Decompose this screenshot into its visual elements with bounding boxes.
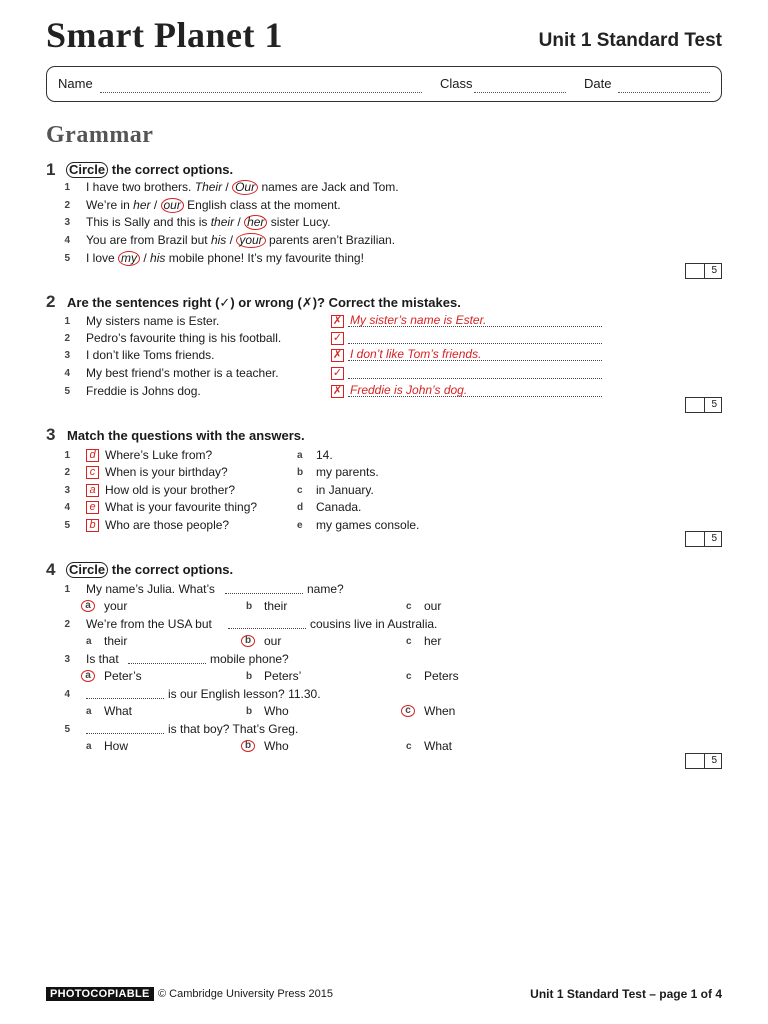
item-sentence <box>86 215 331 230</box>
score-box <box>685 263 722 279</box>
student-info-box <box>46 66 722 102</box>
circle-word: Circle <box>66 562 108 578</box>
page-title: Smart Planet 1 <box>46 15 283 55</box>
question-text: cousins live in Australia. <box>310 617 438 631</box>
option-letter-circled[interactable]: b <box>241 635 255 647</box>
item-number: 1 <box>64 182 70 193</box>
question-instruction: Are the sentences right (✓) or wrong (✗)? Correct the mistakes. <box>67 295 461 310</box>
option-my[interactable]: my <box>118 251 140 266</box>
item-sentence: I don’t like Toms friends. <box>86 348 215 362</box>
question-text: Where’s Luke from? <box>105 448 213 462</box>
item-number: 2 <box>64 467 70 478</box>
option-letter[interactable]: c <box>406 636 412 647</box>
option-text[interactable]: her <box>424 634 442 648</box>
answer-text: in January. <box>316 483 374 497</box>
option-text[interactable]: our <box>264 634 282 648</box>
question-text: is that boy? That’s Greg. <box>168 722 299 736</box>
item-number: 2 <box>64 200 70 211</box>
correction-text: My sister’s name is Ester. <box>350 313 487 327</box>
score-box <box>685 531 722 547</box>
sentence-end: names are Jack and Tom. <box>258 180 399 194</box>
option-text[interactable]: their <box>264 599 288 613</box>
answer-letter-box[interactable]: d <box>86 449 99 462</box>
score-total: 5 <box>711 533 717 544</box>
option-text[interactable]: your <box>104 599 128 613</box>
section-title: Grammar <box>46 122 154 148</box>
option-his[interactable]: his <box>210 233 227 247</box>
option-letter[interactable]: a <box>86 636 92 647</box>
correction-line[interactable] <box>348 343 602 344</box>
option-text[interactable]: Who <box>264 704 289 718</box>
sentence-end: sister Lucy. <box>267 215 331 229</box>
answer-letter-box[interactable]: e <box>86 501 99 514</box>
right-wrong-mark[interactable]: ✓ <box>332 367 343 379</box>
score-box <box>685 753 722 769</box>
question-instruction: Match the questions with the answers. <box>67 428 305 443</box>
option-separator: / <box>150 198 161 212</box>
answer-letter: c <box>297 485 303 496</box>
gap-line[interactable] <box>86 698 164 699</box>
option-text[interactable]: our <box>424 599 442 613</box>
option-separator: / <box>222 180 233 194</box>
question-text: My name’s Julia. What’s <box>86 582 215 596</box>
answer-letter: a <box>297 450 303 461</box>
option-letter[interactable]: c <box>406 741 412 752</box>
item-number: 5 <box>64 386 70 397</box>
question-text: is our English lesson? 11.30. <box>168 687 321 701</box>
unit-title: Unit 1 Standard Test <box>538 30 722 51</box>
question-instruction <box>66 562 233 578</box>
answer-text: my games console. <box>316 518 420 532</box>
right-wrong-mark[interactable]: ✓ <box>332 332 343 344</box>
gap-line[interactable] <box>225 593 303 594</box>
option-text[interactable]: What <box>424 739 453 753</box>
question-text: How old is your brother? <box>105 483 236 497</box>
option-text[interactable]: What <box>104 704 133 718</box>
option-our[interactable]: our <box>161 198 184 213</box>
item-number: 4 <box>64 235 70 246</box>
date-label: Date <box>584 76 612 91</box>
answer-letter: b <box>297 467 304 478</box>
option-separator: / <box>234 215 245 229</box>
sentence-start: We’re in <box>86 198 134 212</box>
option-text[interactable]: When <box>424 704 456 718</box>
option-their[interactable]: Their <box>194 180 223 194</box>
score-total: 5 <box>711 399 717 410</box>
right-wrong-mark[interactable]: ✗ <box>332 385 343 397</box>
option-letter[interactable]: b <box>246 671 253 682</box>
option-text[interactable]: Who <box>264 739 289 753</box>
item-number: 4 <box>64 502 70 513</box>
option-letter[interactable]: c <box>406 671 412 682</box>
item-number: 1 <box>64 450 70 461</box>
item-number: 1 <box>64 316 70 327</box>
date-field[interactable] <box>618 92 710 93</box>
item-sentence <box>86 198 341 213</box>
sentence-end: mobile phone! It’s my favourite thing! <box>165 251 364 265</box>
option-his[interactable]: his <box>150 251 166 265</box>
option-your[interactable]: your <box>236 233 265 248</box>
option-letter-circled[interactable]: a <box>81 600 95 612</box>
option-separator: / <box>226 233 237 247</box>
gap-line[interactable] <box>128 663 206 664</box>
answer-text: Canada. <box>316 500 362 514</box>
score-total: 5 <box>711 265 717 276</box>
option-separator: / <box>140 251 151 265</box>
photocopiable-badge: PHOTOCOPIABLE <box>46 987 154 1001</box>
item-number: 4 <box>64 689 70 700</box>
answer-letter: e <box>297 520 303 531</box>
option-text[interactable]: Peter’s <box>104 669 142 683</box>
option-letter-circled[interactable]: b <box>241 740 255 752</box>
item-sentence: My sisters name is Ester. <box>86 314 220 328</box>
item-number: 5 <box>64 724 70 735</box>
item-number: 1 <box>64 584 70 595</box>
copyright-text: © Cambridge University Press 2015 <box>158 988 334 1000</box>
page-indicator: Unit 1 Standard Test – page 1 of 4 <box>530 987 722 1001</box>
question-number: 2 <box>46 292 56 311</box>
item-number: 2 <box>64 333 70 344</box>
gap-line[interactable] <box>228 628 306 629</box>
item-number: 5 <box>64 520 70 531</box>
option-our[interactable]: Our <box>232 180 258 195</box>
sentence-start: You are from Brazil but <box>86 233 211 247</box>
question-text: What is your favourite thing? <box>105 500 258 514</box>
correction-line[interactable] <box>348 378 602 379</box>
option-letter[interactable]: a <box>86 706 92 717</box>
option-letter[interactable]: c <box>406 601 412 612</box>
question-text: Is that <box>86 652 119 666</box>
right-wrong-mark[interactable]: ✗ <box>332 315 343 327</box>
question-text: Who are those people? <box>105 518 230 532</box>
sentence-start: This is Sally and this is <box>86 215 211 229</box>
answer-text: 14. <box>316 448 333 462</box>
item-number: 4 <box>64 368 70 379</box>
item-number: 5 <box>64 253 70 264</box>
answer-letter-box[interactable]: a <box>86 484 99 497</box>
item-sentence: Freddie is Johns dog. <box>86 384 201 398</box>
option-letter-circled[interactable]: a <box>81 670 95 682</box>
answer-letter-box[interactable]: c <box>86 466 99 479</box>
question-text: We’re from the USA but <box>86 617 212 631</box>
answer-letter: d <box>297 502 304 513</box>
score-box <box>685 397 722 413</box>
item-sentence <box>86 251 364 266</box>
answer-text: my parents. <box>316 465 379 479</box>
correction-text: I don’t like Tom’s friends. <box>350 347 482 361</box>
class-field[interactable] <box>474 92 566 93</box>
item-number: 2 <box>64 619 70 630</box>
option-text[interactable]: Peters <box>424 669 459 683</box>
question-number: 4 <box>46 560 56 579</box>
question-number: 3 <box>46 425 56 444</box>
instruction-text: the correct options. <box>111 562 234 577</box>
option-their[interactable]: their <box>210 215 235 229</box>
option-text[interactable]: How <box>104 739 129 753</box>
question-instruction <box>66 162 233 178</box>
instruction-text: the correct options. <box>111 162 234 177</box>
item-number: 3 <box>64 350 70 361</box>
item-sentence: Pedro’s favourite thing is his football. <box>86 331 282 345</box>
item-number: 3 <box>64 654 70 665</box>
answer-letter-box[interactable]: b <box>86 519 99 532</box>
option-letter[interactable]: b <box>246 601 253 612</box>
question-text: When is your birthday? <box>105 465 228 479</box>
gap-line[interactable] <box>86 733 164 734</box>
option-her[interactable]: her <box>244 215 267 230</box>
item-number: 3 <box>64 217 70 228</box>
question-number: 1 <box>46 160 56 179</box>
sentence-start: I have two brothers. <box>86 180 195 194</box>
circle-word: Circle <box>66 162 108 178</box>
correction-text: Freddie is John’s dog. <box>350 383 468 397</box>
option-her[interactable]: her <box>133 198 151 212</box>
sentence-start: I love <box>86 251 119 265</box>
item-sentence: My best friend’s mother is a teacher. <box>86 366 279 380</box>
option-text[interactable]: Peters’ <box>264 669 302 683</box>
name-label: Name <box>58 76 93 91</box>
item-sentence <box>86 180 399 195</box>
class-label: Class <box>440 76 473 91</box>
sentence-end: English class at the moment. <box>183 198 341 212</box>
sentence-end: parents aren’t Brazilian. <box>265 233 396 247</box>
score-total: 5 <box>711 755 717 766</box>
right-wrong-mark[interactable]: ✗ <box>332 349 343 361</box>
option-letter[interactable]: a <box>86 741 92 752</box>
question-text: mobile phone? <box>210 652 289 666</box>
option-letter[interactable]: b <box>246 706 253 717</box>
option-letter-circled[interactable]: c <box>401 705 415 717</box>
option-text[interactable]: their <box>104 634 128 648</box>
item-sentence <box>86 233 395 248</box>
name-field[interactable] <box>100 92 422 93</box>
question-text: name? <box>307 582 344 596</box>
item-number: 3 <box>64 485 70 496</box>
